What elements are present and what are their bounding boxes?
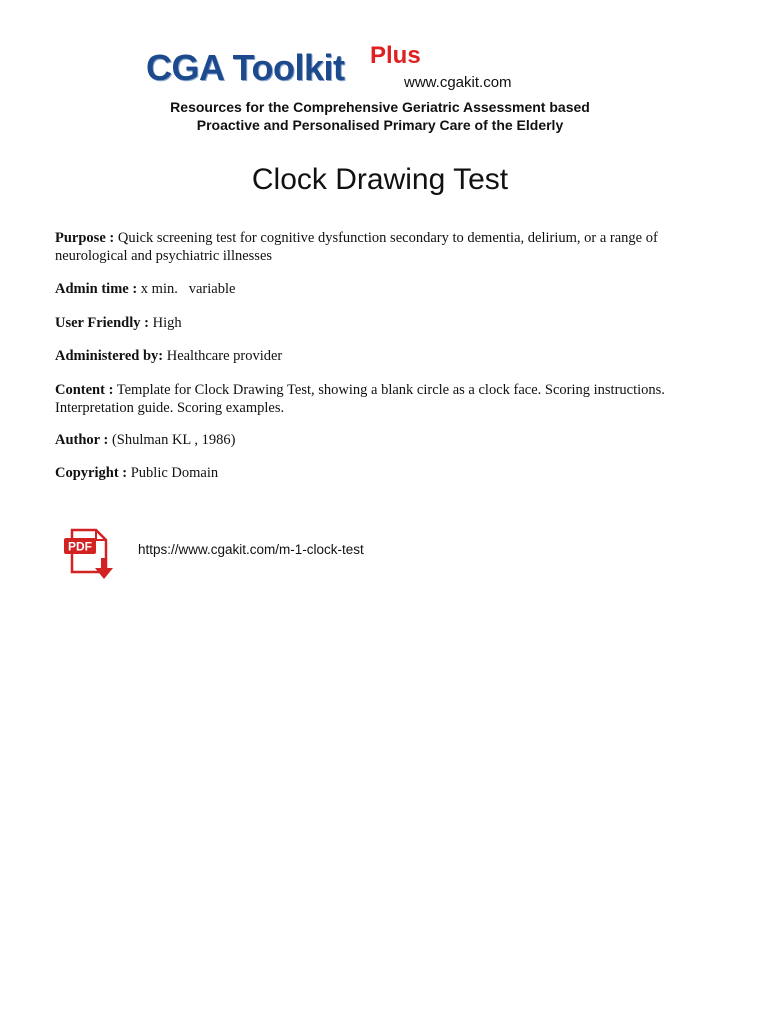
admin-time-value: x min. variable xyxy=(140,281,236,297)
pdf-icon-label: PDF xyxy=(68,539,92,554)
content-field xyxy=(55,382,715,417)
admin-time-field xyxy=(55,281,715,299)
admin-time-label: Admin time : xyxy=(55,281,138,297)
administered-by-label: Administered by: xyxy=(55,348,164,364)
content-label: Content : xyxy=(55,382,114,398)
tagline-line-1: Resources for the Comprehensive Geriatric Assessment based xyxy=(170,99,590,115)
logo-plus: Plus xyxy=(370,42,421,69)
tagline-line-2: Proactive and Personalised Primary Care of the Elderly xyxy=(196,117,564,133)
purpose-field xyxy=(55,230,715,265)
purpose-value: Quick screening test for cognitive dysfunction secondary to dementia, delirium, or a range of neurological and psychiatric illnesses xyxy=(55,230,658,264)
page-title: Clock Drawing Test xyxy=(251,163,509,196)
copyright-field xyxy=(55,465,715,483)
page-header xyxy=(0,0,768,140)
author-value: (Shulman KL , 1986) xyxy=(111,432,236,448)
download-link[interactable]: https://www.cgakit.com/m-1-clock-test xyxy=(138,542,364,557)
user-friendly-field xyxy=(55,315,715,333)
author-field xyxy=(55,432,715,450)
administered-by-field xyxy=(55,348,715,366)
administered-by-value: Healthcare provider xyxy=(166,348,283,364)
author-label: Author : xyxy=(55,432,109,448)
user-friendly-value: High xyxy=(152,315,182,331)
user-friendly-label: User Friendly : xyxy=(55,315,149,331)
copyright-label: Copyright : xyxy=(55,465,128,481)
pdf-download-icon[interactable] xyxy=(62,528,120,582)
copyright-value: Public Domain xyxy=(130,465,219,481)
purpose-label: Purpose : xyxy=(55,230,115,246)
content-value: Template for Clock Drawing Test, showing a blank circle as a clock face. Scoring instructions. Interpretation guide. Scoring examples. xyxy=(55,382,665,416)
site-url: www.cgakit.com xyxy=(404,74,512,91)
logo: CGA Toolkit xyxy=(146,47,345,88)
